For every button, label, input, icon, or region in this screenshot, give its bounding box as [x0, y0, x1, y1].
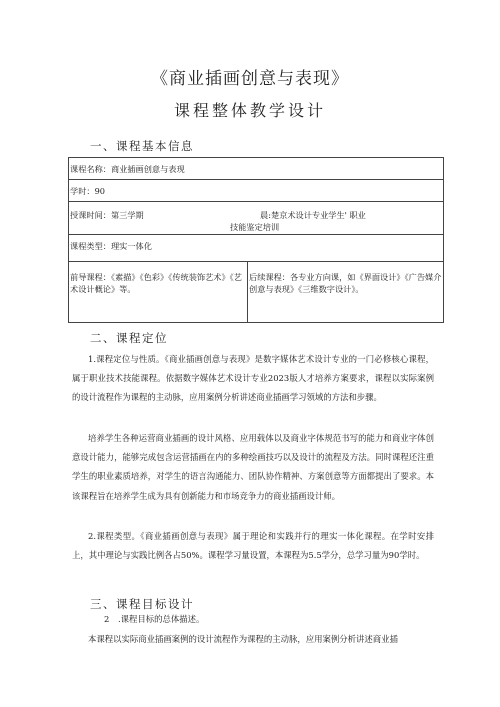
table-row [69, 235, 444, 262]
objective-number: 2 [104, 614, 110, 624]
section-heading-objectives: 三、课程目标设计 [90, 597, 194, 611]
hours-text: 学时：90 [70, 186, 105, 196]
audience-text-line1: 晨:楚京术设计专业学生' 职业 [260, 210, 366, 220]
course-name-cell [69, 158, 444, 180]
hours-cell [69, 180, 444, 202]
paragraph-positioning: 1.课程定位与性质。《商业插画创意与表现》是数字媒体艺术设计专业的一门必修核心课程，属于职业技术技能课程。依据数字媒体艺术设计专业2023版人才培养方案要求，课程以实际案例的设计流程作为课程的主动脉，应用案例分析讲述商业插画学习领域的方法和步骤。 [72, 354, 434, 403]
paragraph-objective-heading [72, 610, 434, 629]
table-row [69, 158, 444, 180]
prereq-cell [69, 262, 248, 323]
term-audience-cell [69, 202, 444, 235]
section-heading-positioning: 二、课程定位 [90, 331, 168, 345]
followup-text: 后续课程：各专业方向课，如《界面设计》《广告媒介创意与表现》《三维数字设计》。 [249, 272, 442, 294]
table-row [69, 180, 444, 202]
course-name-text: 课程名称：商业插画创意与表现 [70, 164, 185, 174]
document-title: 《商业插画创意与表现》 [151, 69, 349, 89]
prereq-text: 前导课程：《素描》《色彩》《传统装饰艺术》《艺术设计概论》等。 [70, 272, 242, 294]
section-heading-basic-info: 一、课程基本信息 [90, 139, 194, 153]
paragraph-course-type: 2.课程类型。《商业插画创意与表现》属于理论和实践并行的理实一体化课程。在学时安排上，其中理论与实践比例各占50%。课程学习量设置，本课程为5.5学分，总学习量为90学时。 [72, 531, 434, 561]
paragraph-objective-desc: 本课程以实际商业插画案例的设计流程作为课程的主动脉，应用案例分析讲述商业插 [88, 634, 398, 644]
course-type-cell [69, 235, 444, 262]
term-text: 授课时间：第三学期 [70, 210, 144, 220]
course-type-text: 课程类型：理实一体化 [70, 241, 152, 251]
table-row [69, 202, 444, 235]
audience-text-line2: 技能鉴定培训 [230, 222, 280, 232]
table-row [69, 262, 444, 323]
document-subtitle: 课程整体教学设计 [173, 101, 326, 120]
paragraph-training: 培养学生各种运营商业插画的设计风格、应用载体以及商业字体规范书写的能力和商业字体创意设计能力，能够完成包含运营插画在内的多种绘画技巧以及设计的流程及方法。同时课程还注重学生的职业素质培养，对学生的语言沟通能力、团队协作精神、方案创意等方面都提出了要求。本该课程旨在培养学生成为具有创新能力和市场竞争力的商业插画设计师。 [72, 433, 434, 501]
course-info-table [68, 157, 444, 323]
followup-cell [248, 262, 444, 323]
objective-title: .课程目标的总体描述。 [118, 614, 205, 624]
